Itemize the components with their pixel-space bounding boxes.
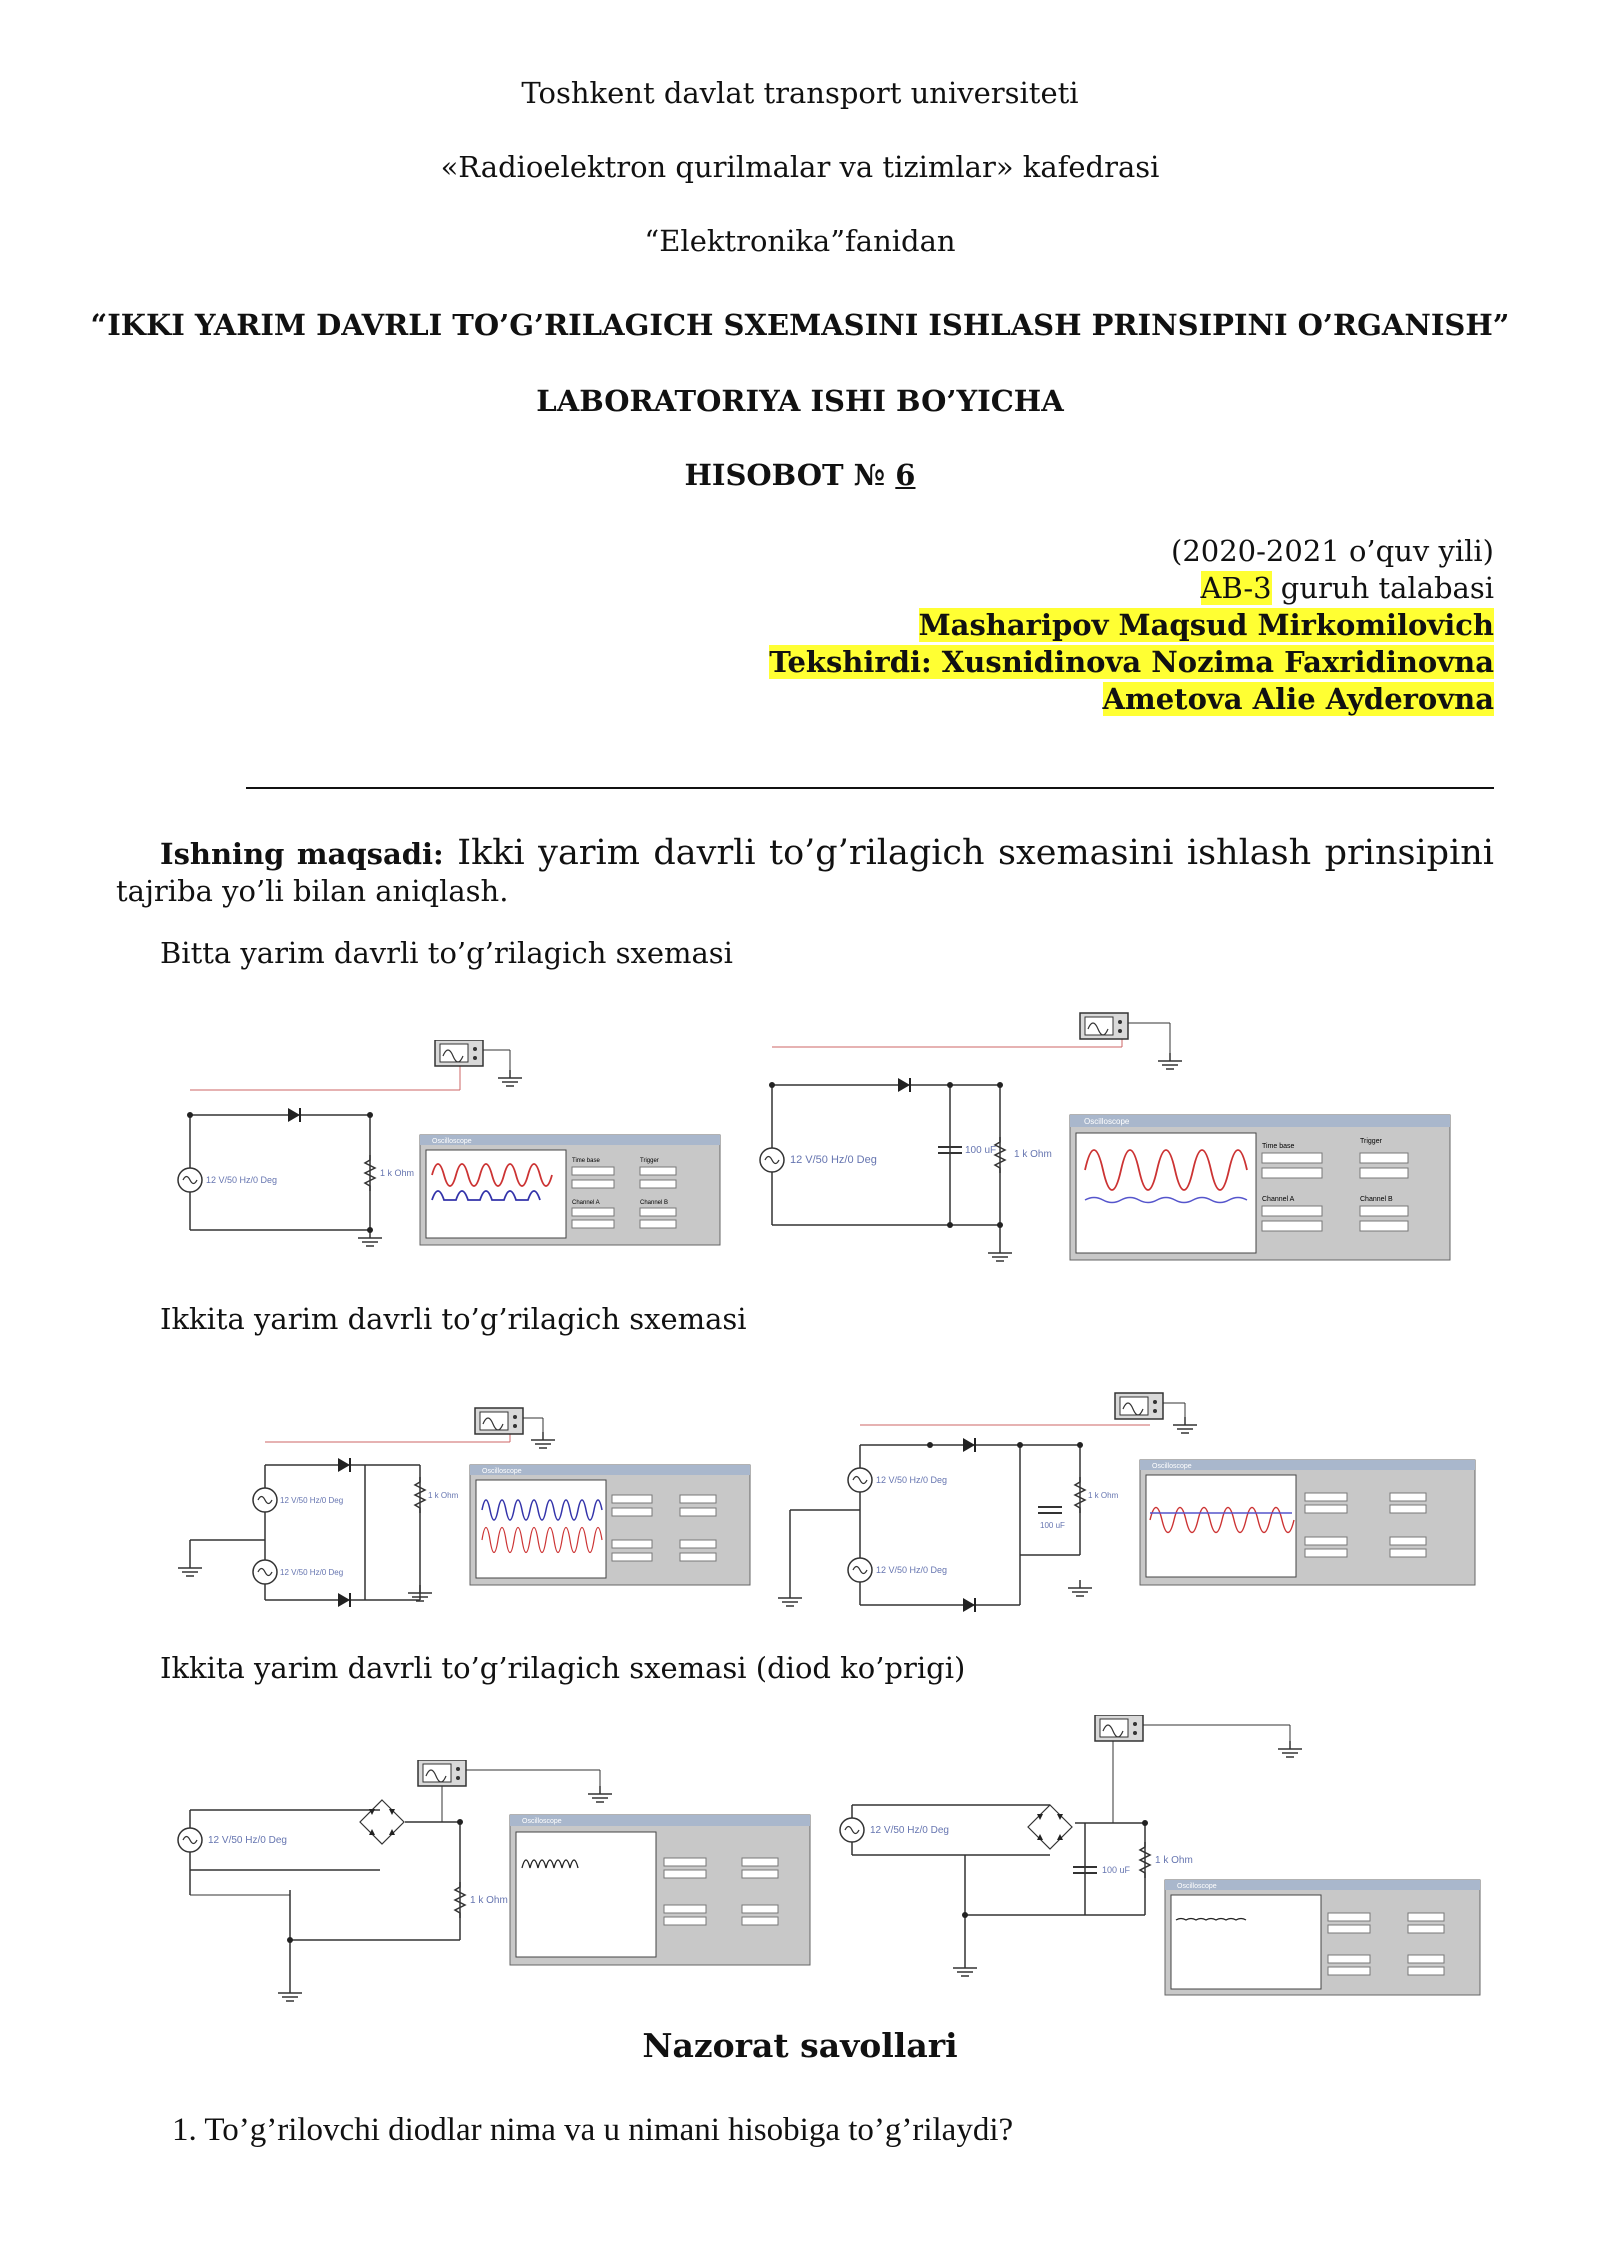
group-suffix: guruh talabasi	[1271, 571, 1494, 605]
department-name: «Radioelektron qurilmalar va tizimlar» kafedrasi	[440, 150, 1160, 184]
svg-text:Time base: Time base	[572, 1158, 600, 1164]
circuit-bridge-resistive	[170, 1760, 820, 2010]
svg-text:Channel A: Channel A	[572, 1200, 600, 1206]
svg-text:1 k Ohm: 1 k Ohm	[1155, 1855, 1193, 1866]
svg-text:12 V/50 Hz/0 Deg: 12 V/50 Hz/0 Deg	[876, 1475, 948, 1485]
document-subtitle: LABORATORIYA ISHI BO’YICHA	[536, 384, 1064, 418]
svg-text:Oscilloscope: Oscilloscope	[482, 1468, 522, 1475]
svg-text:1 k Ohm: 1 k Ohm	[428, 1491, 459, 1500]
section-caption-2: Ikkita yarim davrli to’g’rilagich sxemasi	[160, 1302, 747, 1336]
info-block	[769, 533, 1494, 718]
teacher-name: Ametova Alie Ayderovna	[1102, 682, 1494, 716]
svg-text:Oscilloscope: Oscilloscope	[1152, 1463, 1192, 1470]
svg-text:Oscilloscope: Oscilloscope	[1084, 1117, 1130, 1126]
scope-title: Oscilloscope	[432, 1138, 472, 1145]
svg-text:12 V/50 Hz/0 Deg: 12 V/50 Hz/0 Deg	[876, 1565, 948, 1575]
svg-text:1 k Ohm: 1 k Ohm	[1088, 1491, 1119, 1500]
svg-text:12 V/50 Hz/0 Deg: 12 V/50 Hz/0 Deg	[870, 1825, 949, 1836]
section-caption-3: Ikkita yarim davrli to’g’rilagich sxemasi (diod ko’prigi)	[160, 1651, 966, 1685]
svg-text:12 V/50 Hz/0 Deg: 12 V/50 Hz/0 Deg	[790, 1154, 877, 1166]
divider-line	[246, 787, 1494, 789]
svg-text:1 k Ohm: 1 k Ohm	[470, 1895, 508, 1906]
circuit-halfwave-resistive	[170, 1040, 730, 1255]
report-number: 6	[895, 458, 916, 492]
circuit-halfwave-capacitive	[750, 1005, 1460, 1275]
student-name: Masharipov Maqsud Mirkomilovich	[918, 608, 1494, 642]
subject-name: “Elektronika”fanidan	[644, 224, 956, 258]
document-title: “IKKI YARIM DAVRLI TO’G’RILAGICH SXEMASINI ISHLASH PRINSIPINI O’RGANISH”	[90, 308, 1510, 342]
svg-text:Channel B: Channel B	[1360, 1196, 1393, 1203]
svg-text:100 uF: 100 uF	[1102, 1865, 1131, 1875]
svg-text:Oscilloscope: Oscilloscope	[522, 1818, 562, 1825]
svg-text:100 uF: 100 uF	[965, 1145, 997, 1156]
aim-text-small: tajriba yo’li bilan aniqlash.	[116, 874, 509, 908]
svg-text:Trigger: Trigger	[640, 1158, 659, 1164]
svg-text:Channel B: Channel B	[640, 1200, 669, 1206]
svg-text:100 uF: 100 uF	[1040, 1521, 1065, 1530]
academic-year: (2020-2021 o’quv yili)	[1171, 534, 1494, 568]
svg-text:12 V/50 Hz/0 Deg: 12 V/50 Hz/0 Deg	[208, 1835, 287, 1846]
checked-by: Tekshirdi: Xusnidinova Nozima Faxridinovna	[769, 645, 1494, 679]
svg-text:Time base: Time base	[1262, 1143, 1295, 1150]
university-name: Toshkent davlat transport universiteti	[521, 76, 1079, 110]
source-label: 12 V/50 Hz/0 Deg	[206, 1175, 278, 1185]
aim-paragraph	[116, 835, 1494, 910]
report-heading	[0, 458, 1600, 492]
circuit-fullwave-capacitive	[770, 1385, 1485, 1620]
section-caption-1: Bitta yarim davrli to’g’rilagich sxemasi	[160, 936, 733, 970]
svg-text:1 k Ohm: 1 k Ohm	[1014, 1149, 1052, 1160]
aim-label: Ishning maqsadi:	[160, 837, 444, 871]
svg-text:Channel A: Channel A	[1262, 1196, 1295, 1203]
svg-text:Oscilloscope: Oscilloscope	[1177, 1883, 1217, 1890]
group-code: AB-3	[1200, 571, 1272, 605]
svg-text:12 V/50 Hz/0 Deg: 12 V/50 Hz/0 Deg	[280, 1568, 344, 1577]
circuit-bridge-capacitive	[830, 1715, 1490, 2000]
group-line	[769, 570, 1494, 607]
questions-heading: Nazorat savollari	[642, 2026, 958, 2065]
svg-text:Trigger: Trigger	[1360, 1138, 1382, 1145]
circuit-fullwave-resistive	[170, 1400, 760, 1620]
resistor-label: 1 k Ohm	[380, 1168, 415, 1178]
question-1: 1. To’g’rilovchi diodlar nima va u nimani hisobiga to’g’rilaydi?	[172, 2112, 1014, 2148]
aim-text-large: Ikki yarim davrli to’g’rilagich sxemasini ishlash prinsipini	[443, 833, 1494, 873]
svg-text:12 V/50 Hz/0 Deg: 12 V/50 Hz/0 Deg	[280, 1496, 344, 1505]
report-label: HISOBOT №	[684, 458, 886, 492]
